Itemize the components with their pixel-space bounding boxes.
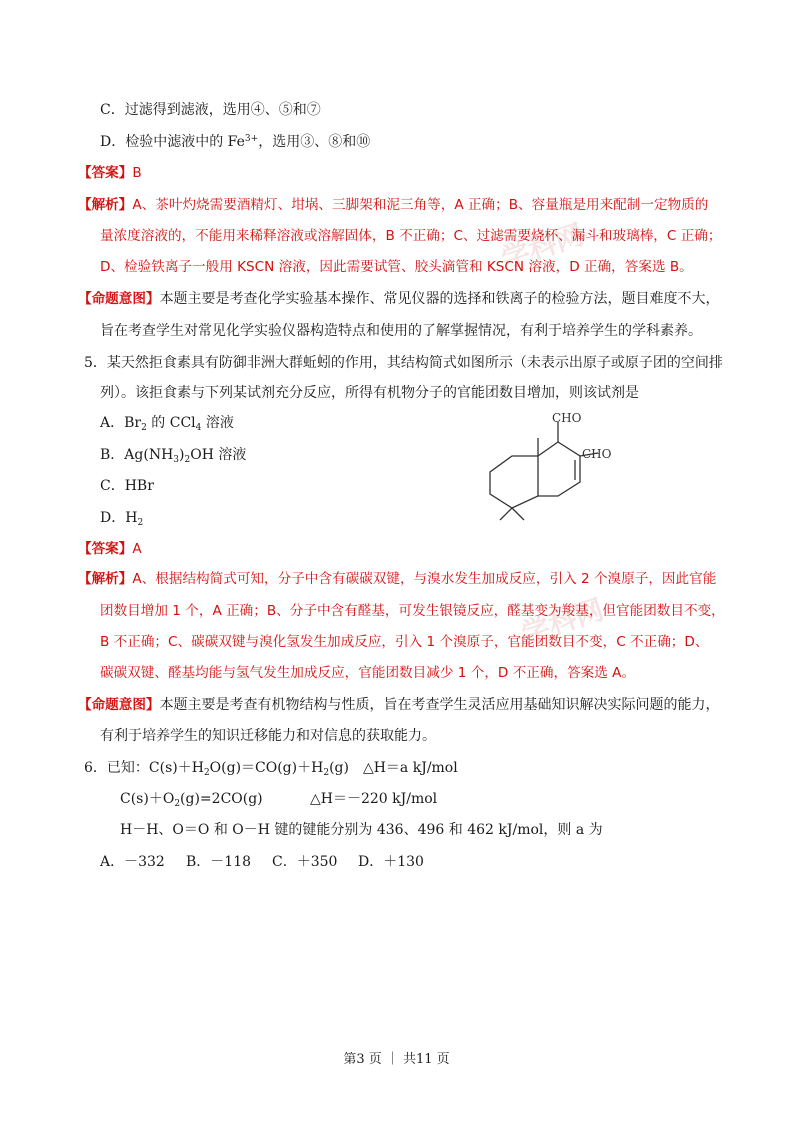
q5-analysis-line-3: B 不正确；C、碳碳双键与溴化氢发生加成反应，引入 1 个溴原子，官能团数目不变，C 不正确；D、 xyxy=(100,634,709,650)
q4-intent-line-1: 【命题意图】本题主要是考查化学实验基本操作、常见仪器的选择和铁离子的检验方法，题目难度不大， xyxy=(78,291,720,307)
q6-line-2-enthalpy: △H＝－220 kJ/mol xyxy=(310,791,438,807)
q5-option-d: D．$H_2$ xyxy=(100,510,144,528)
q5-option-b: B．$Ag(NH_3)_2OH$ 溶液 xyxy=(100,447,247,465)
q5-answer: 【答案】A xyxy=(78,541,142,557)
q5-intent-line-2: 有利于培养学生的知识迁移能力和对信息的获取能力。 xyxy=(100,728,436,744)
q6-option-c: C．＋350 xyxy=(272,854,338,870)
q5-analysis-line-4: 碳碳双键、醛基均能与氢气发生加成反应，官能团数目减少 1 个，D 不正确，答案选 A。 xyxy=(100,665,636,681)
q6-option-d: D．＋130 xyxy=(358,854,424,870)
q4-analysis-line-3: D、检验铁离子一般用 KSCN 溶液，因此需要试管、胶头滴管和 KSCN 溶液，D 正确，答案选 B。 xyxy=(100,259,693,275)
cho-label-top: CHO xyxy=(552,411,582,425)
page-footer: 第3 页 ｜ 共11 页 xyxy=(343,1052,450,1067)
molecule-structure xyxy=(478,408,638,523)
molecule-skeleton xyxy=(478,408,638,523)
q4-option-d: D．检验中滤液中的 $Fe^{3+}$，选用③、⑧和⑩ xyxy=(100,134,371,150)
q6-line-2: $C(s)+O_2(g)=2CO(g)$ xyxy=(120,791,263,809)
q4-option-c: C．过滤得到滤液，选用④、⑤和⑦ xyxy=(100,102,321,118)
cho-label-right: CHO xyxy=(582,447,612,461)
q6-line-3: H－H、O＝O 和 O－H 键的键能分别为 436、496 和 462 kJ/mol，则 a 为 xyxy=(120,822,603,838)
q6-option-b: B．－118 xyxy=(186,854,252,870)
q4-intent-line-2: 旨在考查学生对常见化学实验仪器构造特点和使用的了解掌握情况，有利于培养学生的学科素养。 xyxy=(100,323,702,339)
q4-analysis-line-2: 量浓度溶液的，不能用来稀释溶液或溶解固体，B 不正确；C、过滤需要烧杯、漏斗和玻璃棒，C 正确； xyxy=(100,228,722,244)
q5-option-a: A．$Br_2$ 的 CCl$_4$ 溶液 xyxy=(100,415,234,433)
watermark: 学科网 xyxy=(497,217,588,276)
q4-answer: 【答案】B xyxy=(78,165,142,181)
watermark: 学科网 xyxy=(517,592,608,651)
q5-analysis-line-2: 团数目增加 1 个，A 正确；B、分子中含有醛基，可发生银镜反应，醛基变为羧基，但官能团数目不变， xyxy=(100,603,725,619)
q5-stem-line-2: 列）。该拒食素与下列某试剂充分反应，所得有机物分子的官能团数目增加，则该试剂是 xyxy=(100,385,639,401)
q5-stem-line-1: 5．某天然拒食素具有防御非洲大群蚯蚓的作用，其结构简式如图所示（未表示出原子或原子团的空间排 xyxy=(84,355,723,371)
q5-intent-line-1: 【命题意图】本题主要是考查有机物结构与性质，旨在考查学生灵活应用基础知识解决实际问题的能力， xyxy=(78,697,720,713)
q6-option-a: A．－332 xyxy=(100,854,165,870)
q5-analysis-line-1: 【解析】A、根据结构简式可知，分子中含有碳碳双键，与溴水发生加成反应，引入 2 个溴原子，因此官能 xyxy=(78,571,717,587)
q4-analysis-line-1: 【解析】A、茶叶灼烧需要酒精灯、坩埚、三脚架和泥三角等，A 正确；B、容量瓶是用来配制一定物质的 xyxy=(78,197,709,213)
q5-option-c: C．HBr xyxy=(100,478,154,494)
q6-line-1: 6．已知：$C(s)+H_2O(g)=CO(g)+H_2(g)$ △H＝a kJ/mol xyxy=(84,760,458,778)
